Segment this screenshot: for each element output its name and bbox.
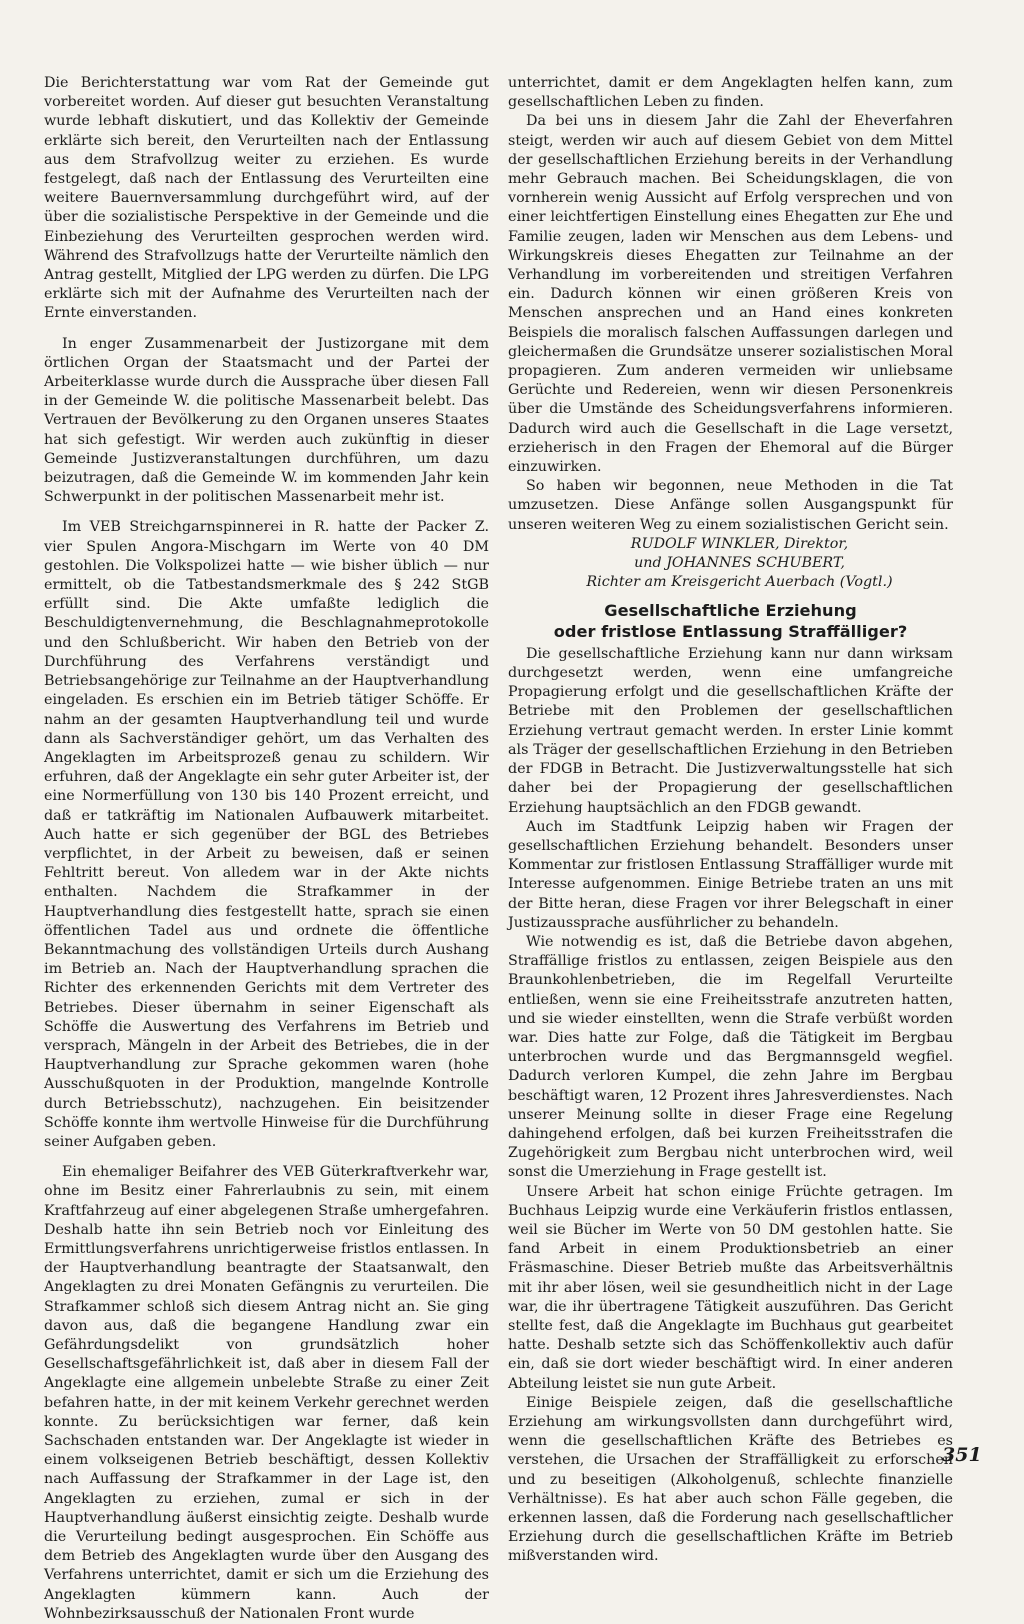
signature-line: RUDOLF WINKLER, Direktor, xyxy=(630,535,849,552)
paragraph: So haben wir begonnen, neue Methoden in die Tat umzusetzen. Diese Anfänge sollen Ausgangspunkt für unseren weiteren Weg zu einem sozialistischen Gericht sein. xyxy=(508,478,953,533)
paragraph: Da bei uns in diesem Jahr die Zahl der Eheverfahren steigt, werden wir auch auf diesem Gebiet von dem Mittel der gesellschaftlichen Erziehung bereits in der Verhandlung mehr Gebrauch machen. Bei Scheidungsklagen, die von vornherein wenig Aussicht auf Erfolg versprechen und von einer leichtfertigen Einstellung eines Ehegatten zur Ehe und Familie zeugen, laden wir Menschen aus dem Lebens- und Wirkungskreis dieses Ehegatten zur Teilnahme an der Verhandlung im vorbereitenden und streitigen Verfahren ein. Dadurch können wir einen größeren Kreis von Menschen ansprechen und an Hand eines konkreten Beispiels die moralisch falschen Auffassungen darlegen und gleichermaßen die Grundsätze unserer sozialistischen Moral propagieren. Zum anderen vermeiden wir unliebsame Gerüchte und Redereien, wenn wir diesen Personenkreis über die Umstände des Scheidungsverfahrens informieren. Dadurch wird auch die Gesellschaft in die Lage versetzt, erzieherisch in den Fragen der Ehemoral auf die Bürger einzuwirken. xyxy=(508,113,953,476)
paragraph: Auch im Stadtfunk Leipzig haben wir Fragen der gesellschaftlichen Erziehung behandelt. Besonders unser Kommentar zur fristlosen Entlassung Straffälliger wurde mit Interesse aufgenommen. Einige Betriebe traten an uns mit der Bitte heran, diese Fragen vor ihrer Belegschaft in einer Justizaussprache ausführlicher zu behandeln. xyxy=(508,818,953,931)
right-column xyxy=(508,74,953,1567)
paragraph: Die gesellschaftliche Erziehung kann nur dann wirksam durchgesetzt werden, wenn eine umfangreiche Propagierung erfolgt und die gesellschaftlichen Kräfte der Betriebe mit den Problemen der gesellschaftlichen Erziehung vertraut gemacht werden. In erster Linie kommt als Träger der gesellschaftlichen Erziehung in den Betrieben der FDGB in Betracht. Die Justizverwaltungsstelle hat sich daher bei der Propagierung der gesellschaftlichen Erziehung hauptsächlich an den FDGB gewandt. xyxy=(508,645,953,816)
left-column xyxy=(44,74,489,1624)
signature-line: und JOHANNES SCHUBERT, xyxy=(634,554,845,571)
paragraph: unterrichtet, damit er dem Angeklagten helfen kann, zum gesellschaftlichen Leben zu finden. xyxy=(508,75,953,111)
page-number: 351 xyxy=(942,1444,982,1466)
paragraph: Im VEB Streichgarnspinnerei in R. hatte der Packer Z. vier Spulen Angora-Mischgarn im Werte von 40 DM gestohlen. Die Volkspolizei hatte — wie bisher üblich — nur ermittelt, ob die Tatbestandsmerkmale des § 242 StGB erfüllt sind. Die Akte umfaßte lediglich die Beschuldigtenvernehmung, die Beschlagnahmeprotokolle und den Schlußbericht. Wir haben den Betrieb von der Durchführung des Verfahrens verständigt und Betriebsangehörige zur Teilnahme an der Hauptverhandlung eingeladen. Es erschien ein im Betrieb tätiger Schöffe. Er nahm an der gesamten Hauptverhandlung teil und wurde dann als Sachverständiger gehört, um das Verhalten des Angeklagten im Arbeitsprozeß genau zu schildern. Wir erfuhren, daß der Angeklagte ein sehr guter Arbeiter ist, der eine Normerfüllung von 130 bis 140 Prozent erreicht, und daß er tatkräftig im Nationalen Aufbauwerk mitarbeitet. Auch hatte er sich gegenüber der BGL des Betriebes verpflichtet, in der Arbeit zu beweisen, daß er seinen Fehltritt bereut. Von alledem war in der Akte nichts enthalten. Nachdem die Strafkammer in der Hauptverhandlung dies festgestellt hatte, sprach sie einen öffentlichen Tadel aus und ordnete die öffentliche Bekanntmachung des vollständigen Urteils durch Aushang im Betrieb an. Nach der Hauptverhandlung sprachen die Richter des erkennenden Gerichts mit dem Vertreter des Betriebes. Dieser übernahm in seiner Eigenschaft als Schöffe die Auswertung des Verfahrens im Betrieb und versprach, Mängeln in der Arbeit des Betriebes, die in der Hauptverhandlung zur Sprache gekommen waren (hohe Ausschußquoten in der Produktion, mangelnde Kontrolle durch Betriebsschutz), nachzugehen. Ein beisitzender Schöffe konnte ihm wertvolle Hinweise für die Durchführung seiner Aufgaben geben. xyxy=(44,519,489,1150)
paragraph: Unsere Arbeit hat schon einige Früchte getragen. Im Buchhaus Leipzig wurde eine Verkäuferin fristlos entlassen, weil sie Bücher im Werte von 50 DM gestohlen hatte. Sie fand Arbeit in einem Produktionsbetrieb an einer Fräsmaschine. Dieser Betrieb mußte das Arbeitsverhältnis mit ihr aber lösen, weil sie gesundheitlich nicht in der Lage war, die ihr übertragene Tätigkeit auszuführen. Das Gericht stellte fest, daß die Angeklagte im Buchhaus gut gearbeitet hatte. Deshalb setzte sich das Schöffenkollektiv auch dafür ein, daß sie dort wieder beschäftigt wird. In einer anderen Abteilung leistet sie nun gute Arbeit. xyxy=(508,1183,953,1392)
signature-line: Richter am Kreisgericht Auerbach (Vogtl.) xyxy=(586,573,893,590)
paragraph: In enger Zusammenarbeit der Justizorgane mit dem örtlichen Organ der Staatsmacht und der Partei der Arbeiterklasse wurde durch die Aussprache über diesen Fall in der Gemeinde W. die politische Massenarbeit belebt. Das Vertrauen der Bevölkerung zu den Organen unseres Staates hat sich gefestigt. Wir werden auch zukünftig in dieser Gemeinde Justizveranstaltungen durchführen, um dazu beizutragen, daß die Gemeinde W. im kommenden Jahr kein Schwerpunkt in der politischen Massenarbeit mehr ist. xyxy=(44,335,489,506)
author-signature xyxy=(508,535,953,592)
paragraph: Die Berichterstattung war vom Rat der Gemeinde gut vorbereitet worden. Auf dieser gut besuchten Veranstaltung wurde lebhaft diskutiert, und das Kollektiv der Gemeinde erklärte sich bereit, den Verurteilten nach der Entlassung aus dem Strafvollzug weiter zu erziehen. Es wurde festgelegt, daß nach der Entlassung des Verurteilten eine weitere Bauernversammlung durchgeführt wird, auf der über die sozialistische Perspektive in der Gemeinde und die Einbeziehung des Verurteilten gesprochen werden wird. Während des Strafvollzugs hatte der Verurteilte nämlich den Antrag gestellt, Mitglied der LPG werden zu dürfen. Die LPG erklärte sich mit der Aufnahme des Verurteilten nach der Ernte einverstanden. xyxy=(44,75,489,322)
section-heading xyxy=(508,600,953,642)
section-heading-line: Gesellschaftliche Erziehung xyxy=(604,600,857,620)
paragraph: Einige Beispiele zeigen, daß die gesellschaftliche Erziehung am wirkungsvollsten dann durchgeführt wird, wenn die gesellschaftlichen Kräfte des Betriebes es verstehen, die Ursachen der Straffälligkeit zu erforschen und zu beseitigen (Alkoholgenuß, schlechte finanzielle Verhältnisse). Es hat aber auch schon Fälle gegeben, die erkennen lassen, daß die Forderung nach gesellschaftlicher Erziehung durch die gesellschaftlichen Kräfte im Betrieb mißverstanden wird. xyxy=(508,1394,953,1565)
paragraph: Ein ehemaliger Beifahrer des VEB Güterkraftverkehr war, ohne im Besitz einer Fahrerlaubnis zu sein, mit einem Kraftfahrzeug auf einer abgelegenen Straße umhergefahren. Deshalb hatte ihn sein Betrieb noch vor Einleitung des Ermittlungsverfahrens unrichtigerweise fristlos entlassen. In der Hauptverhandlung beantragte der Staatsanwalt, den Angeklagten zu drei Monaten Gefängnis zu verurteilen. Die Strafkammer schloß sich diesem Antrag nicht an. Sie ging davon aus, daß die begangene Handlung zwar ein Gefährdungsdelikt von grundsätzlich hoher Gesellschaftsgefährlichkeit ist, daß aber in diesem Fall der Angeklagte eine allgemein unbelebte Straße zu einer Zeit befahren hatte, in der mit keinem Verkehr gerechnet werden konnte. Zu berücksichtigen war ferner, daß kein Sachschaden entstanden war. Der Angeklagte ist wieder in einem volkseigenen Betrieb beschäftigt, dessen Kollektiv nach Auffassung der Strafkammer in der Lage ist, den Angeklagten zu erziehen, zumal er sich in der Hauptverhandlung äußerst einsichtig zeigte. Deshalb wurde die Verurteilung bedingt ausgesprochen. Ein Schöffe aus dem Betrieb des Angeklagten wurde über den Ausgang des Verfahrens unterrichtet, damit er sich um die Erziehung des Angeklagten kümmern kann. Auch der Wohnbezirksausschuß der Nationalen Front wurde xyxy=(44,1164,489,1622)
section-heading-line: oder fristlose Entlassung Straffälliger? xyxy=(553,621,908,641)
paragraph: Wie notwendig es ist, daß die Betriebe davon abgehen, Straffällige fristlos zu entlassen, zeigen Beispiele aus den Braunkohlenbetrieben, die im Regelfall Verurteilte entließen, wenn sie eine Freiheitsstrafe anzutreten hatten, und sie wieder einstellten, wenn die Strafe verbüßt worden war. Dies hatte zur Folge, daß die Tätigkeit im Bergbau unterbrochen wurde und das Bergmannsgeld wegfiel. Dadurch verloren Kumpel, die zehn Jahre im Bergbau beschäftigt waren, 12 Prozent ihres Jahresverdienstes. Nach unserer Meinung sollte in dieser Frage eine Regelung dahingehend erfolgen, daß bei kurzen Freiheitsstrafen die Zugehörigkeit zum Bergbau nicht unterbrochen wird, weil sonst die Umerziehung in Frage gestellt ist. xyxy=(508,933,953,1181)
